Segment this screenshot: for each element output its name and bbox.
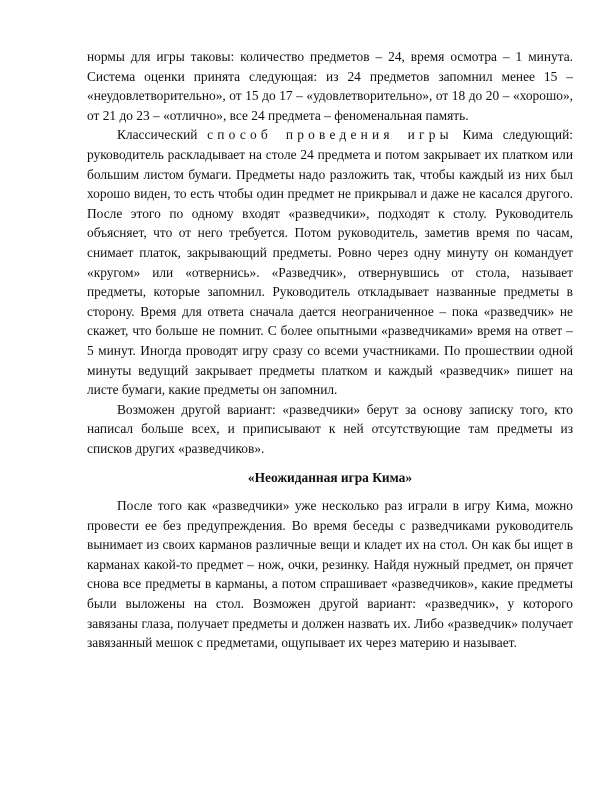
- body-text: [87, 47, 573, 653]
- section-heading: «Неожиданная игра Кима»: [247, 470, 413, 486]
- paragraph-variant: Возможен другой вариант: «разведчики» берут за основу записку того, кто написал больше всех, и приписывают к ней отсутствующие там предметы из списков других «разведчиков».: [87, 401, 573, 456]
- paragraph-scoring: нормы для игры таковы: количество предметов – 24, время осмотра – 1 минута. Система оценки принята следующая: из 24 предметов запомнил менее 15 – «неудовлетворительно», от 15 до 17 – «удовлетворительно», от 18 до 20 – «хорошо», от 21 до 23 – «отлично», все 24 предмета – феноменальная память.: [87, 49, 573, 123]
- emphasized-phrase: способ проведения игры: [207, 127, 453, 143]
- paragraph-classic-lead: Классический: [117, 127, 198, 143]
- paragraph-classic-rest: Кима следующий: руководитель раскладывает на столе 24 предмета и потом закрывает их платком или большим листом бумаги. Предметы надо разложить так, чтобы каждый из них был хорошо виден, то есть чтобы один предмет не прикрывал и даже не касался другого. После этого по одному входят «разведчики», подходят к столу. Руководитель объясняет, что от него требуется. Потом руководитель, заметив время по часам, снимает платок, закрывающий предметы. Ровно через одну минуту он командует «кругом» или «отвернись». «Разведчик», отвернувшись от стола, называет предметы, которые запомнил. Руководитель откладывает названные предметы в сторону. Время для ответа сначала дается неограниченное – пока «разведчик» не скажет, что больше не помнит. С более опытными «разведчиками» время на ответ – 5 минут. Иногда проводят игру сразу со всеми участниками. По прошествии одной минуты ведущий закрывает предметы платком и каждый «разведчик» пишет на листе бумаги, какие предметы он запомнил.: [87, 127, 573, 398]
- paragraph-classic-method: [87, 125, 573, 399]
- paragraph-unexpected-game: После того как «разведчики» уже несколько раз играли в игру Кима, можно провести ее без предупреждения. Во время беседы с разведчиками руководитель вынимает из своих карманов различные вещи и кладет их на стол. Он как бы ищет в карманах какой-то предмет – нож, очки, резинку. Найдя нужный предмет, он прячет снова все предметы в карманы, а потом спрашивает «разведчиков», какие предметы были выложены на стол. Возможен другой вариант: «разведчик», у которого завязаны глаза, получает предметы и должен назвать их. Либо «разведчик» получает завязанный мешок с предметами, ощупывает их через материю и называет.: [87, 498, 573, 651]
